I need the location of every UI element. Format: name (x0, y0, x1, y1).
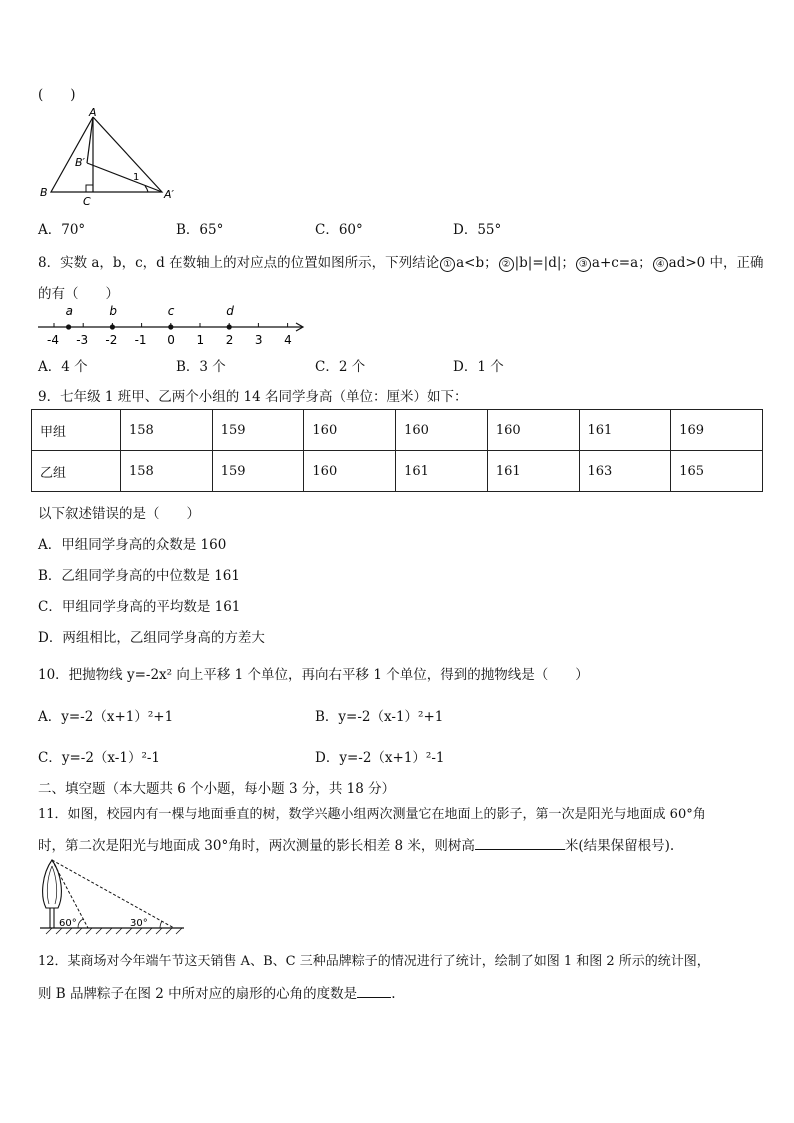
q8-tick-label: -1 (134, 333, 147, 347)
table-row (32, 410, 763, 451)
q8-tick-label: -4 (47, 333, 59, 347)
q8-tick-label: 0 (167, 333, 175, 347)
q8-point-label-a: a (65, 304, 73, 318)
q7-ab-prime-line (87, 117, 93, 163)
q7-label-c: C (83, 195, 91, 208)
table-cell: 159 (212, 451, 304, 492)
q8-option-c: C．2 个 (315, 359, 366, 375)
q11-tree-crown (43, 860, 62, 908)
q7-label-b: B (40, 186, 48, 199)
q8-stem-line2: 的有（ ） (38, 286, 119, 302)
table-cell: 160 (304, 451, 396, 492)
q8-point-a (66, 324, 71, 329)
q8-conclusion-4-mark: ④ (653, 257, 668, 272)
table-cell: 160 (396, 410, 488, 451)
q10-option-d: D．y=-2（x+1）²-1 (315, 750, 445, 766)
q8-point-b (110, 324, 115, 329)
q8-conclusion-3-mark: ③ (576, 257, 591, 272)
q8-stem-line1 (38, 251, 764, 272)
q8-tick-label: 4 (284, 333, 292, 347)
q9-height-table (31, 409, 763, 492)
q8-point-label-c: c (167, 304, 175, 318)
q8-point-c (168, 324, 173, 329)
q11-arc-60 (78, 919, 83, 928)
q7-option-a: A．70° (38, 222, 86, 238)
q12-answer-blank[interactable] (357, 983, 391, 998)
q8-option-b: B．3 个 (176, 359, 226, 375)
q7-answer-bracket: ( ) (38, 87, 76, 103)
q8-stem-prefix: 8．实数 a，b，c，d 在数轴上的对应点的位置如图所示，下列结论 (38, 255, 440, 271)
q9-stem: 9．七年级 1 班甲、乙两个小组的 14 名同学身高（单位：厘米）如下： (38, 389, 468, 405)
table-cell: 158 (121, 451, 213, 492)
q8-option-d: D．1 个 (453, 359, 504, 375)
table-cell: 165 (671, 451, 763, 492)
q8-tick-label: 3 (254, 333, 263, 347)
q7-triangle-figure (34, 108, 184, 210)
q7-label-angle: 1 (133, 172, 140, 183)
table-cell: 158 (121, 410, 213, 451)
q8-option-a: A．4 个 (38, 359, 88, 375)
q7-triangle-outline (51, 117, 162, 192)
table-cell: 161 (396, 451, 488, 492)
q12-stem-line2 (38, 982, 395, 1002)
q9-option-b: B．乙组同学身高的中位数是 161 (38, 568, 240, 584)
table-cell: 159 (212, 410, 304, 451)
q10-option-a: A．y=-2（x+1）²+1 (38, 709, 174, 725)
q7-option-b: B．65° (176, 222, 224, 238)
q7-label-a: A (89, 108, 97, 119)
q7-option-c: C．60° (315, 222, 363, 238)
q9-option-a: A．甲组同学身高的众数是 160 (38, 537, 227, 553)
q8-conclusion-2-mark: ② (499, 257, 514, 272)
q11-stem-line2 (38, 834, 674, 854)
q8-number-line (34, 300, 308, 348)
q8-conclusion-2: |b|=|d|； (514, 255, 575, 271)
q9-option-c: C．甲组同学身高的平均数是 161 (38, 599, 241, 615)
q9-option-d: D．两组相比，乙组同学身高的方差大 (38, 630, 265, 646)
q12-stem-line1: 12．某商场对今年端午节这天销售 A、B、C 三种品牌粽子的情况进行了统计，绘制了如图 1 和图 2 所示的统计图， (38, 954, 710, 969)
q11-angle-30-label: 30° (130, 918, 148, 929)
q11-stem-line1: 11．如图，校园内有一棵与地面垂直的树，数学兴趣小组两次测量它在地面上的影子，第一次是阳光与地面成 60°角 (38, 807, 706, 822)
q12-stem-prefix: 则 B 品牌粽子在图 2 中所对应的扇形的心角的度数是 (38, 986, 358, 1002)
q8-conclusion-4: ad>0 中，正确 (668, 255, 764, 271)
q8-tick-label: -3 (76, 333, 89, 347)
q7-label-a-prime: A′ (164, 188, 175, 201)
q8-conclusion-3: a+c=a； (591, 255, 652, 271)
table-cell: 169 (671, 410, 763, 451)
table-cell: 161 (579, 410, 671, 451)
q11-stem-prefix: 时，第二次是阳光与地面成 30°角时，两次测量的影长相差 8 米，则树高 (38, 838, 475, 854)
q8-conclusion-1-mark: ① (440, 257, 455, 272)
table-cell: 161 (487, 451, 579, 492)
q9-question: 以下叙述错误的是（ ） (38, 506, 200, 522)
q9-row-label: 乙组 (32, 451, 121, 492)
q11-stem-suffix: 米(结果保留根号). (564, 838, 675, 854)
table-cell: 160 (487, 410, 579, 451)
q7-fold-line (87, 163, 162, 192)
q10-option-b: B．y=-2（x-1）²+1 (315, 709, 444, 725)
table-cell: 163 (579, 451, 671, 492)
q7-label-b-prime: B′ (75, 156, 86, 169)
section-2-title: 二、填空题（本大题共 6 个小题，每小题 3 分，共 18 分） (38, 781, 396, 797)
q8-point-label-b: b (109, 304, 118, 318)
q8-point-label-d: d (226, 304, 234, 318)
q8-tick-label: -2 (105, 333, 118, 347)
q8-conclusion-1: a<b； (456, 255, 498, 271)
q8-tick-label: 1 (196, 333, 205, 347)
q10-stem: 10．把抛物线 y=-2x² 向上平移 1 个单位，再向右平移 1 个单位，得到的抛物线是（ ） (38, 667, 589, 683)
q10-option-c: C．y=-2（x-1）²-1 (38, 750, 161, 766)
q12-stem-suffix: . (391, 986, 396, 1002)
q8-point-d (227, 324, 232, 329)
table-row (32, 451, 763, 492)
q7-option-d: D．55° (453, 222, 502, 238)
q11-arc-30 (160, 921, 162, 928)
q7-right-angle-mark (86, 185, 93, 192)
q11-answer-blank[interactable] (475, 835, 565, 850)
q11-tree-crown-inner (47, 866, 56, 904)
q11-angle-60-label: 60° (59, 918, 77, 929)
q9-row-label: 甲组 (32, 410, 121, 451)
q11-tree-shadow-figure (38, 856, 188, 936)
q8-tick-label: 2 (225, 333, 234, 347)
table-cell: 160 (304, 410, 396, 451)
